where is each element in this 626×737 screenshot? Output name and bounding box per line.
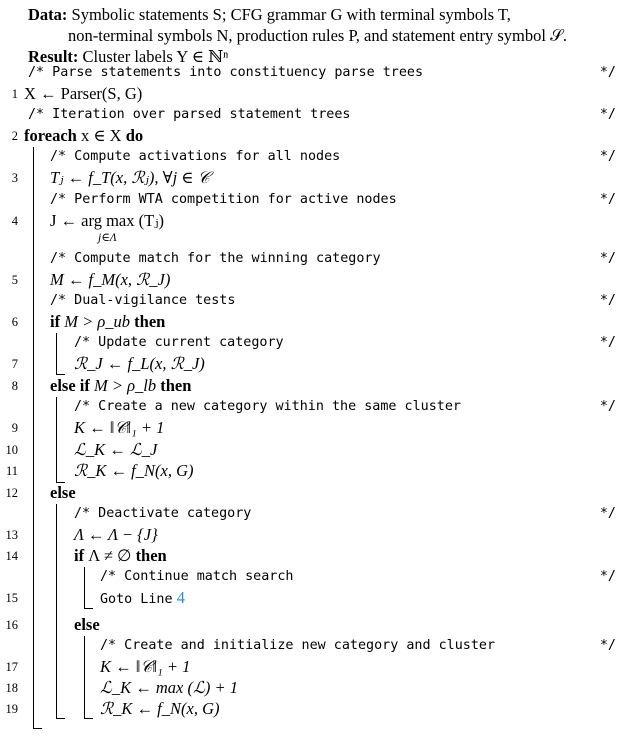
comment-line [0,146,626,168]
argmax-subscript: j∈Λ [98,232,117,244]
algo-line-8 [0,375,626,397]
algo-line-9 [0,417,626,439]
algo-line-14 [0,545,626,567]
comment-end: */ [599,335,616,350]
keyword-then: then [135,546,167,565]
line-code: Tⱼ ← f_T(x, ℛⱼ), ∀j ∈ 𝒞 [50,168,210,187]
algo-line-6 [0,311,626,333]
line-number: 17 [5,660,18,674]
comment-text: /* Iteration over parsed statement trees [28,107,351,122]
comment-line [0,332,626,354]
line-number: 5 [11,273,18,287]
comment-text: /* Create and initialize new category and cluster [100,638,496,653]
line-number: 12 [5,486,18,500]
line-number: 10 [5,443,18,457]
comment-text: /* Compute match for the winning category [50,251,381,266]
line-code [100,587,185,611]
line-code [24,125,143,147]
comment-end: */ [599,192,616,207]
comment-line [0,189,626,211]
line-code [50,375,191,397]
line-number: 1 [11,87,18,101]
keyword-else-if: else if [50,376,90,395]
goto-text: Goto Line [100,592,173,607]
line-code: ℒ_K ← max (ℒ) + 1 [100,678,239,697]
line-code [50,311,165,333]
line-number: 14 [5,549,18,563]
line-number: 6 [11,315,18,329]
keyword-do: do [125,126,144,145]
algo-line-19 [0,698,626,720]
line-number: 19 [5,702,18,716]
comment-line [0,396,626,418]
algo-line-4 [0,210,626,244]
data-text-1: Symbolic statements S; CFG grammar G with terminal symbols T, [71,5,511,24]
line-number: 4 [11,214,18,228]
line-code: K ← ‖𝒞‖₁ + 1 [74,418,165,437]
comment-text: /* Parse statements into constituency parse trees [28,65,424,80]
data-text-2: non-terminal symbols N, production rules P, and statement entry symbol 𝒮. [68,26,567,45]
line-number: 18 [5,681,18,695]
algo-line-5 [0,269,626,291]
line-number: 3 [11,171,18,185]
line-number: 13 [5,528,18,542]
comment-line [0,62,626,84]
line-code: X ← Parser(S, G) [24,84,143,103]
line-number: 16 [5,618,18,632]
data-line-1 [28,4,511,25]
keyword-then: then [160,376,192,395]
line-reference-link[interactable]: 4 [176,588,185,607]
comment-line [0,566,626,588]
line-code: ℛ_K ← f_N(x, G) [74,461,194,480]
comment-line [0,290,626,312]
line-code: K ← ‖𝒞‖₁ + 1 [100,657,191,676]
comment-end: */ [599,149,616,164]
line-number: 2 [11,129,18,143]
keyword-else: else [74,615,100,634]
keyword-foreach: foreach [24,126,77,145]
line-code: ℛ_K ← f_N(x, G) [100,699,220,718]
comment-text: /* Perform WTA competition for active nodes [50,192,397,207]
algo-line-12 [0,482,626,504]
keyword-else: else [50,483,76,502]
comment-end: */ [599,569,616,584]
algo-line-15 [0,587,626,609]
algo-line-10 [0,439,626,461]
comment-line [0,503,626,525]
comment-text: /* Update current category [74,335,284,350]
comment-end: */ [599,638,616,653]
keyword-if: if [50,312,61,331]
result-label: Result: [28,47,79,66]
line-code: ℛ_J ← f_L(x, ℛ_J) [74,354,205,373]
algo-line-7 [0,353,626,375]
comment-line [0,635,626,657]
line-number: 9 [11,421,18,435]
line-code: J ← arg max (Tⱼ) [50,211,165,230]
algo-line-13 [0,524,626,546]
comment-text: /* Create a new category within the same cluster [74,399,461,414]
algo-line-2 [0,125,626,147]
algo-line-11 [0,460,626,482]
comment-line [0,104,626,126]
comment-end: */ [599,506,616,521]
algo-line-18 [0,677,626,699]
comment-line [0,248,626,270]
line-number: 7 [11,357,18,371]
keyword-then: then [134,312,166,331]
line-number: 11 [5,464,18,478]
algo-line-1 [0,83,626,105]
line-code: ℒ_K ← ℒ_J [74,440,158,459]
line-code [74,545,167,567]
comment-text: /* Compute activations for all nodes [50,149,341,164]
line-number: 8 [11,379,18,393]
loop-expression: x ∈ X [80,126,122,145]
comment-end: */ [599,251,616,266]
line-code: Λ ← Λ − {J} [74,525,158,544]
data-line-2 [68,25,567,46]
condition: Λ ≠ ∅ [88,546,132,565]
algo-line-16 [0,614,626,636]
comment-text: /* Continue match search [100,569,294,584]
comment-end: */ [599,107,616,122]
algo-line-3 [0,167,626,189]
data-label: Data: [28,5,68,24]
condition: M > ρ_lb [93,376,157,395]
result-text: Cluster labels Y ∈ ℕⁿ [82,47,229,66]
line-code: M ← f_M(x, ℛ_J) [50,270,171,289]
comment-end: */ [599,65,616,80]
comment-end: */ [599,399,616,414]
keyword-if: if [74,546,85,565]
condition: M > ρ_ub [64,312,131,331]
comment-text: /* Deactivate category [74,506,252,521]
line-number: 15 [5,591,18,605]
comment-end: */ [599,293,616,308]
algo-line-17 [0,656,626,678]
comment-text: /* Dual-vigilance tests [50,293,236,308]
